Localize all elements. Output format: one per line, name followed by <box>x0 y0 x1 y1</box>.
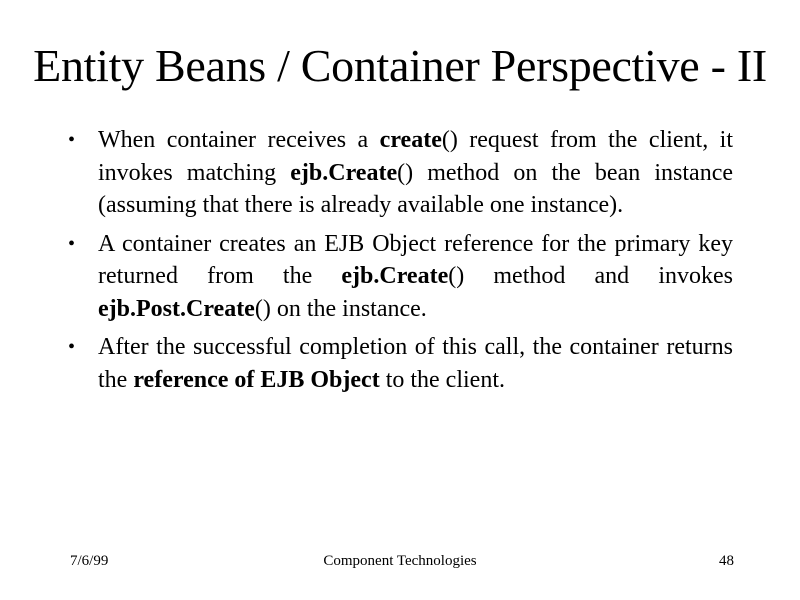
bullet-keyword: ejb.Create <box>341 263 449 289</box>
slide-title: Entity Beans / Container Perspective - II <box>33 40 767 91</box>
bullet-item <box>68 331 733 396</box>
bullet-keyword: reference of EJB Object <box>133 366 380 393</box>
bullet-text-segment: () method on the bean instance (assuming that there is already available one instance). <box>98 159 734 218</box>
bullet-list <box>68 124 733 402</box>
bullet-text-segment: () method and invokes <box>448 263 733 289</box>
page-number: 48 <box>719 553 734 569</box>
bullet-dot-icon: • <box>68 336 76 358</box>
bullet-text <box>98 334 733 393</box>
bullet-keyword: create <box>379 127 442 153</box>
bullet-keyword: ejb.Create <box>290 159 398 186</box>
bullet-dot-icon: • <box>68 129 76 151</box>
bullet-text <box>98 231 733 322</box>
bullet-item <box>68 124 733 222</box>
bullet-item <box>68 228 733 326</box>
bullet-text <box>98 127 733 218</box>
bullet-text-segment: to the client. <box>379 366 505 393</box>
bullet-text-segment: A container creates an EJB Object reference for the primary key returned from the <box>98 230 733 289</box>
bullet-text-segment: () on the instance. <box>254 295 427 322</box>
footer-title: Component Technologies <box>323 553 477 569</box>
bullet-text-segment: () request from the client, it invokes matching <box>98 127 734 186</box>
footer-date: 7/6/99 <box>70 553 109 569</box>
bullet-text-segment: After the successful completion of this call, the container returns the <box>98 334 733 393</box>
bullet-keyword: ejb.Post.Create <box>98 295 255 322</box>
bullet-dot-icon: • <box>68 232 76 255</box>
bullet-text-segment: When container receives a <box>98 127 380 153</box>
